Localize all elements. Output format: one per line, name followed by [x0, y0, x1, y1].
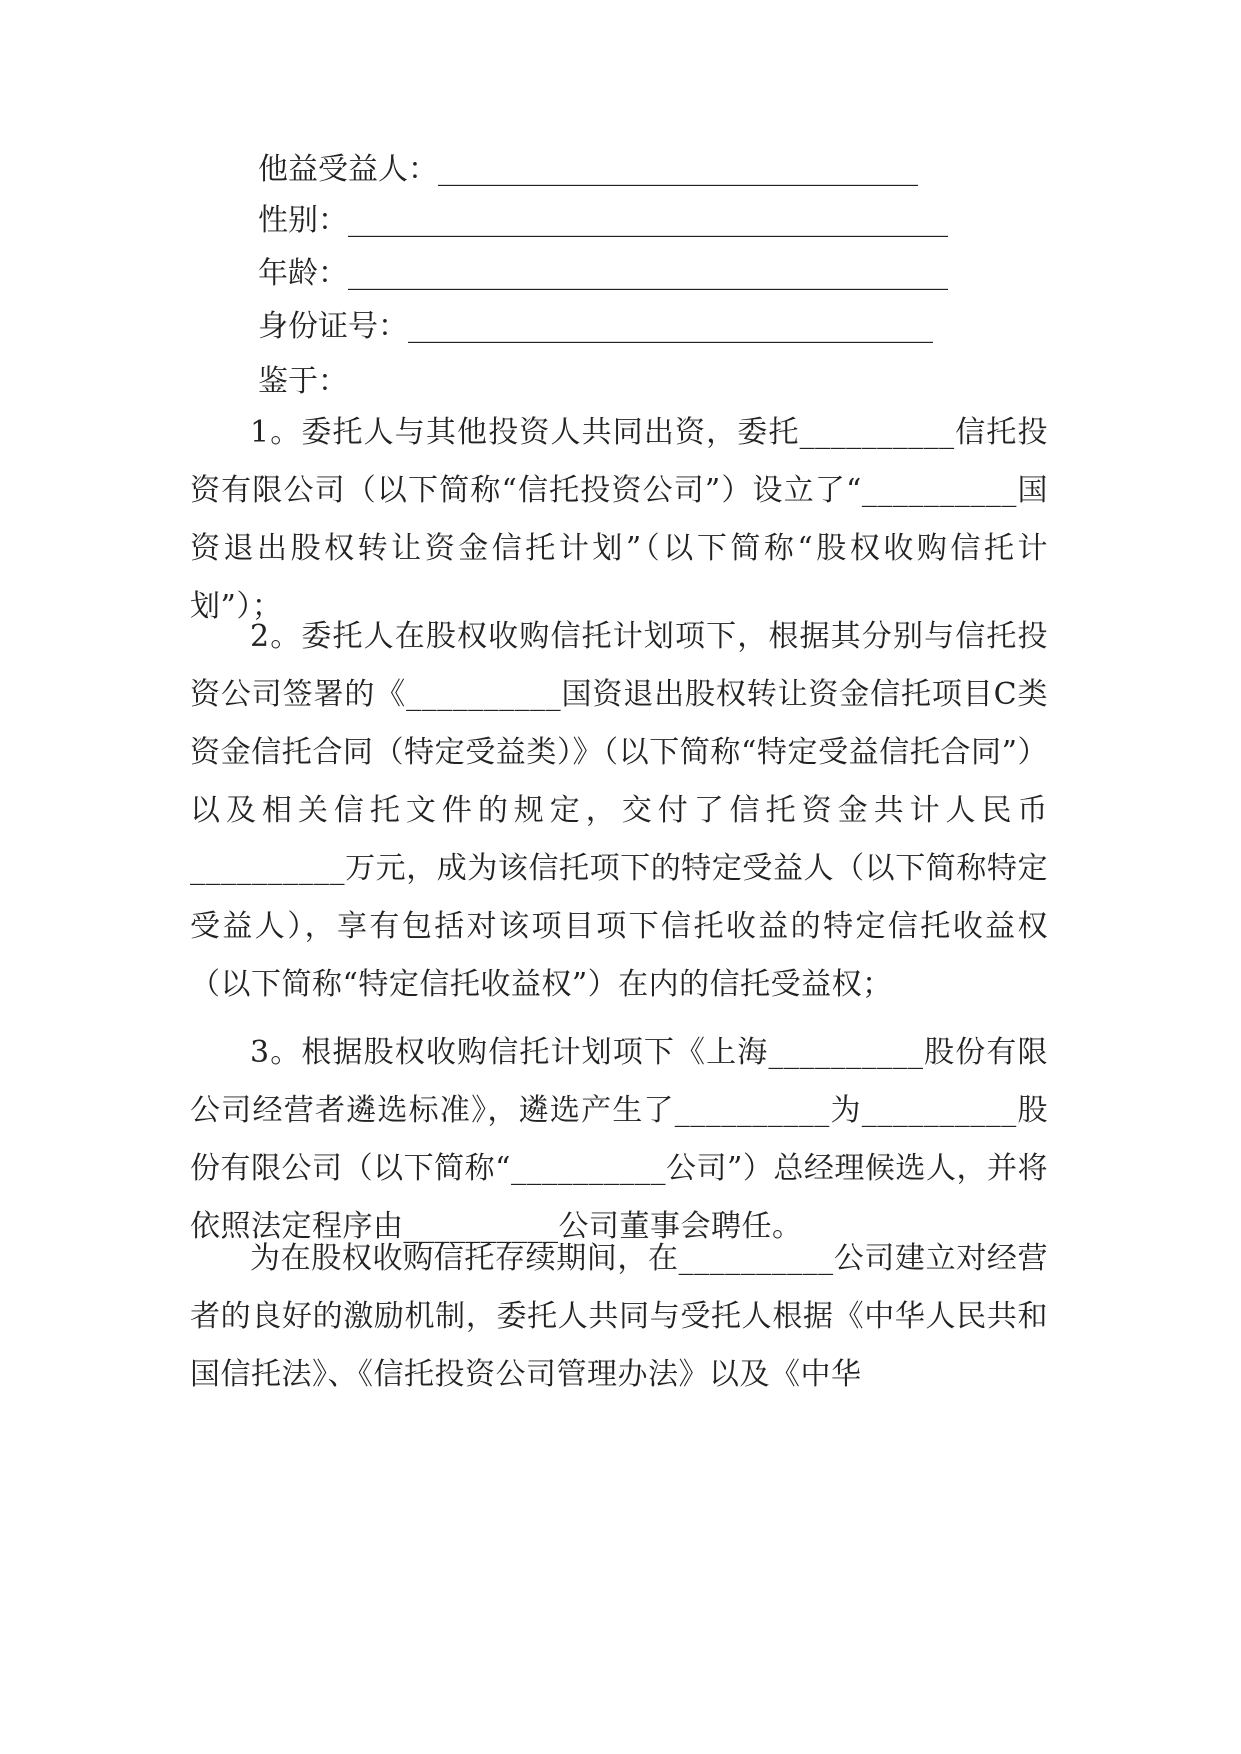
field-blank: ___________________________________	[408, 309, 933, 344]
whereas-heading: 鉴于：	[258, 364, 348, 399]
field-age	[258, 254, 948, 294]
field-label: 性别：	[258, 203, 348, 238]
field-label: 身份证号：	[258, 309, 408, 344]
field-label: 年龄：	[258, 256, 348, 291]
field-blank: ________________________________________	[348, 203, 948, 238]
field-gender	[258, 201, 948, 241]
paragraph-4: 为在股权收购信托存续期间，在__________公司建立对经营者的良好的激励机制，委托人共同与受托人根据《中华人民共和国信托法》、《信托投资公司管理办法》以及《中华	[190, 1241, 1048, 1392]
paragraph-3: 3。根据股权收购信托计划项下《上海__________股份有限公司经营者遴选标准》，遴选产生了__________为__________股份有限公司（以下简称“__________公司”）总经理候选人，并将依照法定程序由__________公司董事会聘任。	[190, 1035, 1048, 1244]
field-label: 他益受益人：	[258, 152, 438, 187]
field-blank: ________________________________________	[348, 256, 948, 291]
paragraph-1: 1。委托人与其他投资人共同出资，委托__________信托投资有限公司（以下简称“信托投资公司”）设立了“__________国资退出股权转让资金信托计划”（以下简称“股权收购信托计划”）；	[190, 415, 1048, 624]
field-blank: ________________________________	[438, 152, 918, 187]
field-beneficiary	[258, 150, 918, 190]
field-id-number	[258, 307, 933, 347]
paragraph-2: 2。委托人在股权收购信托计划项下，根据其分别与信托投资公司签署的《__________国资退出股权转让资金信托项目C类资金信托合同（特定受益类）》（以下简称“特定受益信托合同”）以及相关信托文件的规定，交付了信托资金共计人民币__________万元，成为该信托项下的特定受益人（以下简称特定受益人），享有包括对该项目项下信托收益的特定信托收益权（以下简称“特定信托收益权”）在内的信托受益权；	[190, 619, 1048, 1002]
